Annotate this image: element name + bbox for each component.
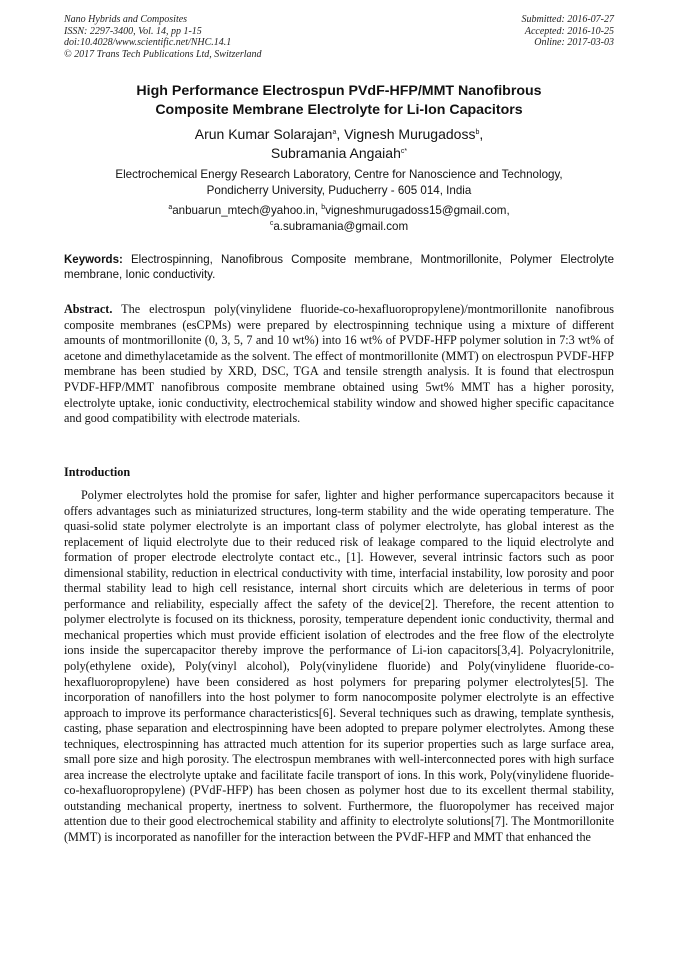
journal-info: [64, 14, 262, 60]
author-3-mark: c*: [400, 147, 408, 155]
author-separator: ,: [336, 126, 345, 142]
email-c[interactable]: a.subramania@gmail.com: [273, 219, 409, 233]
introduction-heading: Introduction: [64, 465, 131, 479]
journal-issn: ISSN: 2297-3400, Vol. 14, pp 1-15: [64, 25, 202, 37]
paper-title: [64, 82, 614, 120]
journal-name: Nano Hybrids and Composites: [64, 14, 188, 25]
author-2-mark: b: [475, 129, 480, 136]
title-line-1: High Performance Electrospun PVdF-HFP/MMT Nanofibrous: [136, 83, 542, 99]
title-line-2: Composite Membrane Electrolyte for Li-Ion Capacitors: [155, 102, 523, 118]
author-separator: ,: [479, 126, 484, 142]
introduction-text: Polymer electrolytes hold the promise for safer, lighter and higher performance supercapacitors because it offers advantages such as miniaturized structures, long-term stability and the wide operating temperature. The quasi-solid state polymer electrolyte is an important class of polymer electrolyte, has global interest as the replacement of liquid electrolyte due to their reduced risk of leakage compared to the liquid electrolyte and formation of proper electrode electrolyte contact etc., [1]. However, several intrinsic factors such as poor dimensional stability, reduction in electrical conductivity with time, interfacial instability, low porosity and poor thermal stability lead to high cell resistance, internal short circuits which are deleterious in terms of poor performance and reliability, especially affect the safety of the device[2]. Therefore, the recent attention to polymer electrolyte is focused on its thickness, porosity, temperature dependent ionic conductivity, thermal and mechanical properties which must provide efficient isolation of electrodes and the free flow of the electrolyte ions inside the supercapacitor thereby improve the performance of Li-ion capacitors[3,4]. Polyacrylonitrile, poly(ethylene oxide), Poly(vinyl alcohol), Poly(vinylidene fluoride) and Poly(vinylidene fluoride-co-hexafluoropropylene) have been considered as host polymers for preparing polymer electrolytes[5]. The incorporation of nanofillers into the host polymer to form nanocomposite polymer electrolyte is an effective approach to improve its performance characteristics[6]. Several techniques such as drawing, template synthesis, casting, phase separation and electrospinning have been adopted to prepare polymer electrolytes. Among these techniques, electrospinning has attracted much attention for its superior properties such as large surface area, small pore size and high porosity. The electrospun membranes with well-interconnected pores with high surface area increase the electrolyte uptake and facilitate facile transport of ions. In this work, Poly(vinylidene fluoride-co-hexafluoropropylene) (PVdF-HFP) has been chosen as polymer host due to its excellent thermal stability, outstanding mechanical property, inertness to solvent. Furthermore, the fluoropolymer has received major attention due to their good electrochemical stability and affinity to electrolyte solutions[7]. The Montmorillonite (MMT) is incorporated as nanofiller for the interaction between the PVdF-HFP and MMT that enhanced the: [64, 488, 614, 845]
email-b-mark: b: [321, 204, 326, 211]
affiliation-line-1: Electrochemical Energy Research Laboratory, Centre for Nanoscience and Technology,: [115, 168, 563, 181]
affiliation-line-2: Pondicherry University, Puducherry - 605 014, India: [206, 183, 472, 197]
keywords: [64, 253, 614, 284]
email-b[interactable]: vigneshmurugadoss15@gmail.com,: [325, 204, 510, 217]
author-1-mark: a: [332, 129, 337, 136]
submission-dates: [522, 14, 615, 49]
author-1: Arun Kumar Solarajan: [194, 126, 333, 142]
abstract-label: Abstract.: [64, 302, 113, 316]
accepted-date: Accepted: 2016-10-25: [524, 25, 614, 37]
submitted-date: Submitted: 2016-07-27: [521, 14, 614, 25]
online-date: Online: 2017-03-03: [534, 37, 614, 49]
author-2: Vignesh Murugadoss: [344, 126, 476, 142]
email-a[interactable]: anbuarun_mtech@yahoo.in,: [172, 204, 322, 217]
journal-doi: doi:10.4028/www.scientific.net/NHC.14.1: [64, 37, 232, 49]
abstract-text: The electrospun poly(vinylidene fluoride-co-hexafluoropropylene)/montmorillonite nanofibrous composite membranes (esCPMs) were prepared by electrospinning technique using a mixture of different amounts of montmorillonite (0, 3, 5, 7 and 10 wt%) into 16 wt% of PVDF-HFP polymer solution in 7:3 wt% of acetone and dimethylacetamide as the solvent. The effect of montmorillonite (MMT) on electrospun PVDF-HFP membrane has been studied by XRD, DSC, TGA and tensile strength analysis. It is found that electrospun PVDF-HFP/MMT nanofibrous composite membrane obtained using 5wt% MMT has a higher porosity, electrolyte uptake, ionic conductivity, electrochemical stability window and showed higher specific capacitance and good compatibility with electrode materials.: [64, 302, 614, 426]
affiliation: [64, 167, 614, 198]
author-3: Subramania Angaiah: [270, 144, 401, 161]
author-emails: [64, 203, 614, 234]
keywords-text: Electrospinning, Nanofibrous Composite membrane, Montmorillonite, Polymer Electrolyte membrane, Ionic conductivity.: [64, 254, 614, 282]
abstract: [64, 302, 614, 427]
author-list: [64, 125, 614, 162]
journal-copyright: © 2017 Trans Tech Publications Ltd, Switzerland: [64, 48, 262, 60]
email-a-mark: a: [168, 204, 173, 211]
keywords-label: Keywords:: [64, 254, 123, 266]
email-c-mark: c: [269, 219, 274, 227]
